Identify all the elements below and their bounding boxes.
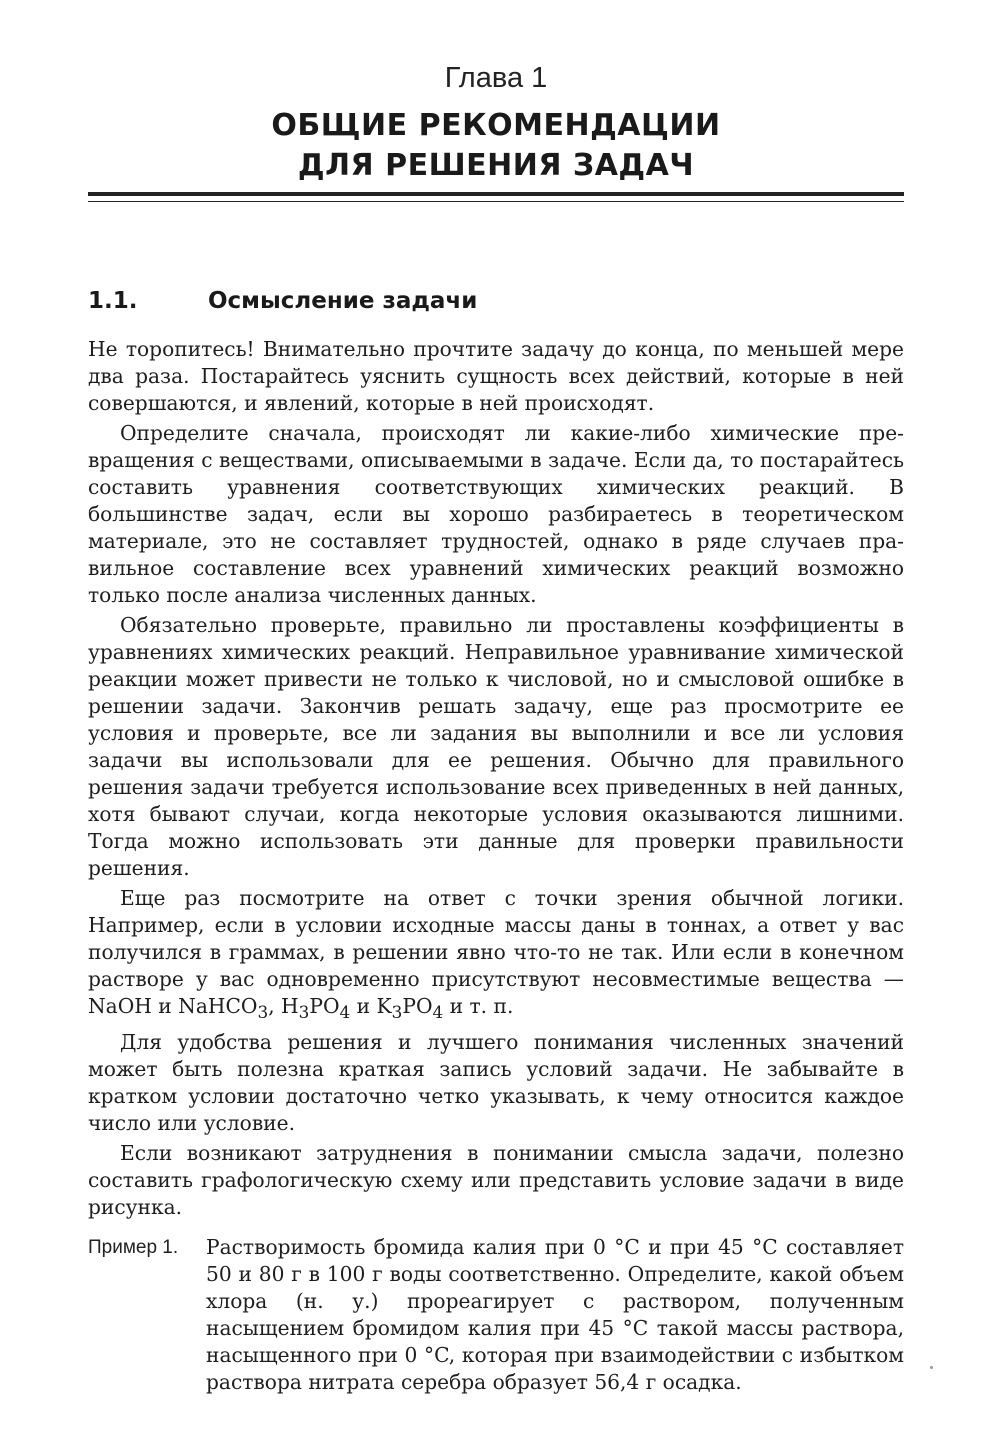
chapter-title-line-2: ДЛЯ РЕШЕНИЯ ЗАДАЧ bbox=[297, 148, 695, 183]
formula-separator-comma: , bbox=[268, 994, 275, 1018]
paragraph-3: Обязательно проверьте, правильно ли проставлены коэффициенты в уравнениях химических реакций. Неправильное уравнивание химической реакции может привести не только к числовой, но и смысловой ошибке в решении задачи. Закончив решать задачу, еще раз просмотрите ее условия и проверьте, все ли задания вы выполнили и все ли условия задачи вы использовали для ее решения. Обычно для правильного решения задачи требуется использование всех приведенных в ней данных, хотя бывают случаи, когда некоторые условия оказываются лишними. Тогда можно использовать эти данные для проверки правильности решения. bbox=[88, 613, 904, 880]
scan-speck bbox=[930, 1366, 933, 1369]
example-text: Растворимость бромида калия при 0 °C и при 45 °C составляет 50 и 80 г в 100 г воды соответственно. Определите, какой объем хлора (н. у.) прореагирует с раствором, полученным насыщением бромидом калия при 45 °C такой массы раствора, насыщенного при 0 °C, которая при взаимодействии с избытком раствора нитрата серебра образует 56,4 г осадка. bbox=[206, 1235, 904, 1395]
paragraph-6: Если возникают затруднения в понимании смысла задачи, полезно составить графологическую схему или представить условие задачи в виде рисунка. bbox=[88, 1141, 904, 1220]
chapter-rule-thick bbox=[88, 192, 904, 196]
formula-k3po4-po: PO bbox=[402, 994, 433, 1018]
example-block bbox=[88, 1234, 904, 1396]
formula-k3po4-sub-4: 4 bbox=[432, 1002, 444, 1023]
paragraph-2: Определите сначала, происходят ли какие-либо химические превращения с веществами, описываемыми в задаче. Если да, то постарайтесь составить уравнения соответствующих химических реакций. В большинстве задач, если вы хорошо разбираетесь в теоретическом материале, это не составляет трудностей, однако в ряде случаев правильное составление всех уравнений химических реакций возможно только после анализа численных данных. bbox=[88, 421, 904, 607]
paragraph-1: Не торопитесь! Внимательно прочтите задачу до конца, по меньшей мере два раза. Постарайтесь уяснить сущность всех действий, которые в ней совершаются, и явлений, которые в ней происходят. bbox=[88, 337, 904, 415]
formula-naoh: NaOH bbox=[88, 994, 152, 1018]
formula-k3po4-sub-3: 3 bbox=[391, 1002, 403, 1023]
conjunction-and-1: и bbox=[158, 994, 172, 1018]
formula-k3po4-k: K bbox=[376, 994, 392, 1018]
section-number: 1.1. bbox=[88, 288, 138, 314]
formula-k3po4 bbox=[376, 994, 444, 1023]
chapter-title-line-1: ОБЩИЕ РЕКОМЕНДАЦИИ bbox=[271, 108, 721, 143]
section-heading bbox=[88, 288, 904, 314]
paragraph-4-text: Еще раз посмотрите на ответ с точки зрения обычной логики. Например, если в условии исходные массы даны в тоннах, а ответ у вас получился в граммах, в решении явно что-то не так. Или если в конечном растворе у вас одновременно присутствуют несовместимые вещества — bbox=[88, 886, 904, 991]
body-text bbox=[88, 336, 904, 1396]
formula-h3po4-sub-3: 3 bbox=[298, 1002, 310, 1023]
paragraph-5: Для удобства решения и лучшего понимания численных значений может быть полезна краткая запись условий задачи. Не забывайте в кратком условии достаточно четко указывать, к чему относится каждое число или условие. bbox=[88, 1030, 904, 1136]
formula-h3po4-po: PO bbox=[309, 994, 340, 1018]
paragraph-4-end: и т. п. bbox=[449, 994, 514, 1018]
formula-h3po4 bbox=[281, 994, 351, 1023]
formula-h3po4-h: H bbox=[281, 994, 299, 1018]
formula-nahco3-sub: 3 bbox=[257, 1002, 269, 1023]
paragraph-4 bbox=[88, 885, 904, 1026]
formula-nahco3 bbox=[178, 994, 269, 1023]
example-label: Пример 1. bbox=[88, 1237, 179, 1259]
chapter-rule-thin bbox=[88, 201, 904, 202]
chapter-title bbox=[88, 106, 904, 186]
formula-nahco3-base: NaHCO bbox=[178, 994, 258, 1018]
section-title: Осмысление задачи bbox=[208, 288, 478, 314]
chapter-label: Глава 1 bbox=[444, 62, 548, 94]
conjunction-and-2: и bbox=[356, 994, 371, 1018]
formula-h3po4-sub-4: 4 bbox=[339, 1002, 351, 1023]
